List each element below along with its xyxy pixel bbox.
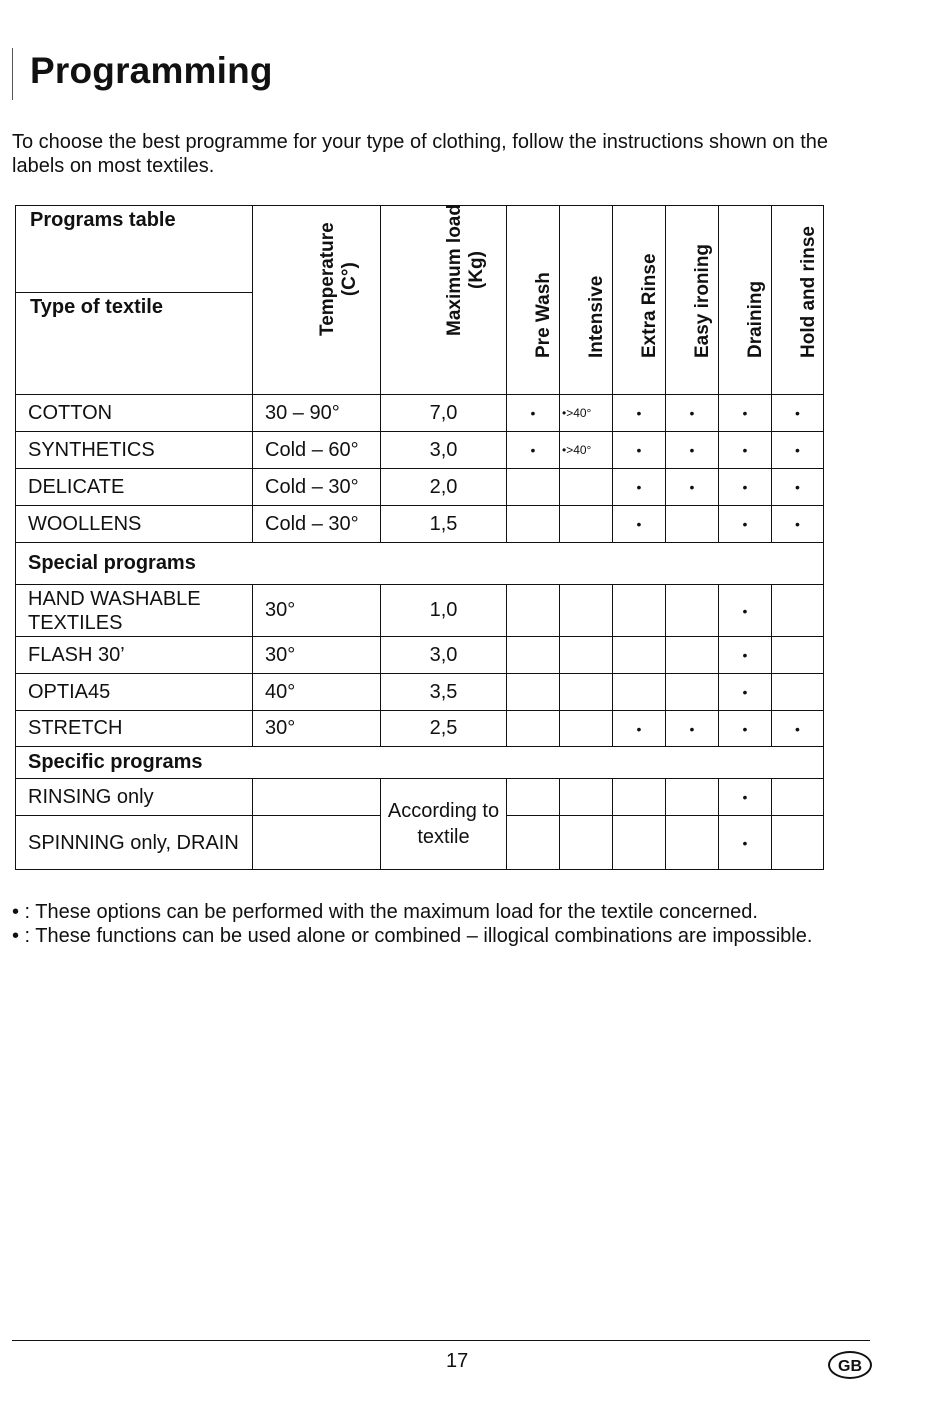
row-temp: Cold – 30° (253, 506, 381, 543)
row-draining: • (719, 816, 772, 870)
row-extra-rinse (613, 779, 666, 816)
col-hold-and-rinse: Hold and rinse (772, 206, 824, 395)
row-temp: 30° (253, 711, 381, 747)
row-intensive (560, 816, 613, 870)
row-extra-rinse: • (613, 506, 666, 543)
row-temp: 30° (253, 585, 381, 637)
row-hold-and-rinse: • (772, 506, 824, 543)
row-pre-wash (507, 469, 560, 506)
row-name: SYNTHETICS (16, 432, 253, 469)
special-programs-title: Special programs (16, 543, 824, 585)
row-hold-and-rinse: • (772, 432, 824, 469)
col-easy-ironing: Easy ironing (666, 206, 719, 395)
page-title: Programming (30, 50, 273, 91)
row-extra-rinse: • (613, 469, 666, 506)
row-name: STRETCH (16, 711, 253, 747)
row-easy-ironing: • (666, 395, 719, 432)
type-of-textile-label: Type of textile (30, 296, 163, 318)
row-easy-ironing: • (666, 711, 719, 747)
row-load: 3,0 (381, 432, 507, 469)
row-hold-and-rinse (772, 816, 824, 870)
intro-text: To choose the best programme for your type of clothing, follow the instructions shown on the labels on most textiles. (12, 131, 828, 177)
row-intensive (560, 585, 613, 637)
row-load: 3,0 (381, 637, 507, 674)
footnote-1: • : These options can be performed with the maximum load for the textile concerned. (12, 901, 758, 923)
row-hold-and-rinse: • (772, 395, 824, 432)
row-hold-and-rinse (772, 674, 824, 711)
row-hold-and-rinse (772, 637, 824, 674)
row-draining: • (719, 585, 772, 637)
table-row (16, 469, 824, 506)
row-load: 2,5 (381, 711, 507, 747)
row-temp (253, 816, 381, 870)
row-intensive (560, 674, 613, 711)
row-draining: • (719, 432, 772, 469)
row-pre-wash: • (507, 395, 560, 432)
row-pre-wash (507, 779, 560, 816)
row-pre-wash (507, 637, 560, 674)
table-row (16, 637, 824, 674)
specific-programs-title: Specific programs (16, 747, 824, 779)
programs-table-label: Programs table (16, 206, 252, 293)
row-extra-rinse (613, 585, 666, 637)
row-temp: 30° (253, 637, 381, 674)
row-extra-rinse: • (613, 711, 666, 747)
row-draining: • (719, 711, 772, 747)
row-pre-wash (507, 585, 560, 637)
row-draining: • (719, 779, 772, 816)
row-load: 3,5 (381, 674, 507, 711)
table-row (16, 395, 824, 432)
row-pre-wash (507, 674, 560, 711)
row-extra-rinse (613, 674, 666, 711)
row-draining: • (719, 395, 772, 432)
row-easy-ironing: • (666, 469, 719, 506)
table-header-row (16, 206, 824, 395)
country-badge: GB (828, 1351, 872, 1379)
col-max-load: Maximum load (Kg) (381, 206, 507, 395)
row-name: SPINNING only, DRAIN (16, 816, 253, 870)
table-row (16, 432, 824, 469)
col-temperature: Temperature (C°) (253, 206, 381, 395)
row-pre-wash (507, 711, 560, 747)
row-load: 1,5 (381, 506, 507, 543)
row-draining: • (719, 637, 772, 674)
row-draining: • (719, 506, 772, 543)
row-draining: • (719, 674, 772, 711)
section-row (16, 543, 824, 585)
section-row (16, 747, 824, 779)
row-intensive (560, 711, 613, 747)
row-hold-and-rinse (772, 779, 824, 816)
row-draining: • (719, 469, 772, 506)
row-name: RINSING only (16, 779, 253, 816)
title-rule (12, 48, 17, 100)
row-pre-wash: • (507, 432, 560, 469)
row-hold-and-rinse: • (772, 469, 824, 506)
col-intensive: Intensive (560, 206, 613, 395)
table-row (16, 506, 824, 543)
row-intensive: •>40° (560, 432, 613, 469)
row-load: 1,0 (381, 585, 507, 637)
footer-rule (12, 1340, 870, 1341)
table-row (16, 711, 824, 747)
row-easy-ironing (666, 637, 719, 674)
col-draining: Draining (719, 206, 772, 395)
row-extra-rinse (613, 637, 666, 674)
row-name: WOOLLENS (16, 506, 253, 543)
row-extra-rinse: • (613, 432, 666, 469)
row-extra-rinse: • (613, 395, 666, 432)
programs-table (15, 205, 824, 870)
row-name: COTTON (16, 395, 253, 432)
row-hold-and-rinse (772, 585, 824, 637)
row-intensive (560, 469, 613, 506)
row-intensive (560, 637, 613, 674)
row-name: DELICATE (16, 469, 253, 506)
row-easy-ironing: • (666, 432, 719, 469)
col-extra-rinse: Extra Rinse (613, 206, 666, 395)
row-load-according: According to textile (381, 779, 507, 870)
row-name: FLASH 30’ (16, 637, 253, 674)
row-extra-rinse (613, 816, 666, 870)
row-load: 7,0 (381, 395, 507, 432)
row-easy-ironing (666, 674, 719, 711)
header-type-cell (16, 206, 253, 395)
table-row (16, 585, 824, 637)
row-temp: Cold – 60° (253, 432, 381, 469)
row-load: 2,0 (381, 469, 507, 506)
footnote-2: • : These functions can be used alone or combined – illogical combinations are impossible. (12, 925, 813, 947)
row-temp: 30 – 90° (253, 395, 381, 432)
row-temp (253, 779, 381, 816)
row-intensive (560, 779, 613, 816)
row-name: OPTIA45 (16, 674, 253, 711)
footnotes (12, 900, 842, 948)
row-easy-ironing (666, 779, 719, 816)
col-pre-wash: Pre Wash (507, 206, 560, 395)
table-row (16, 779, 824, 816)
row-pre-wash (507, 506, 560, 543)
page-number: 17 (446, 1350, 469, 1372)
row-hold-and-rinse: • (772, 711, 824, 747)
row-temp: 40° (253, 674, 381, 711)
table-row (16, 674, 824, 711)
row-temp: Cold – 30° (253, 469, 381, 506)
row-pre-wash (507, 816, 560, 870)
row-intensive (560, 506, 613, 543)
row-name: HAND WASHABLE TEXTILES (16, 585, 253, 637)
row-intensive: •>40° (560, 395, 613, 432)
row-easy-ironing (666, 585, 719, 637)
row-easy-ironing (666, 816, 719, 870)
row-easy-ironing (666, 506, 719, 543)
